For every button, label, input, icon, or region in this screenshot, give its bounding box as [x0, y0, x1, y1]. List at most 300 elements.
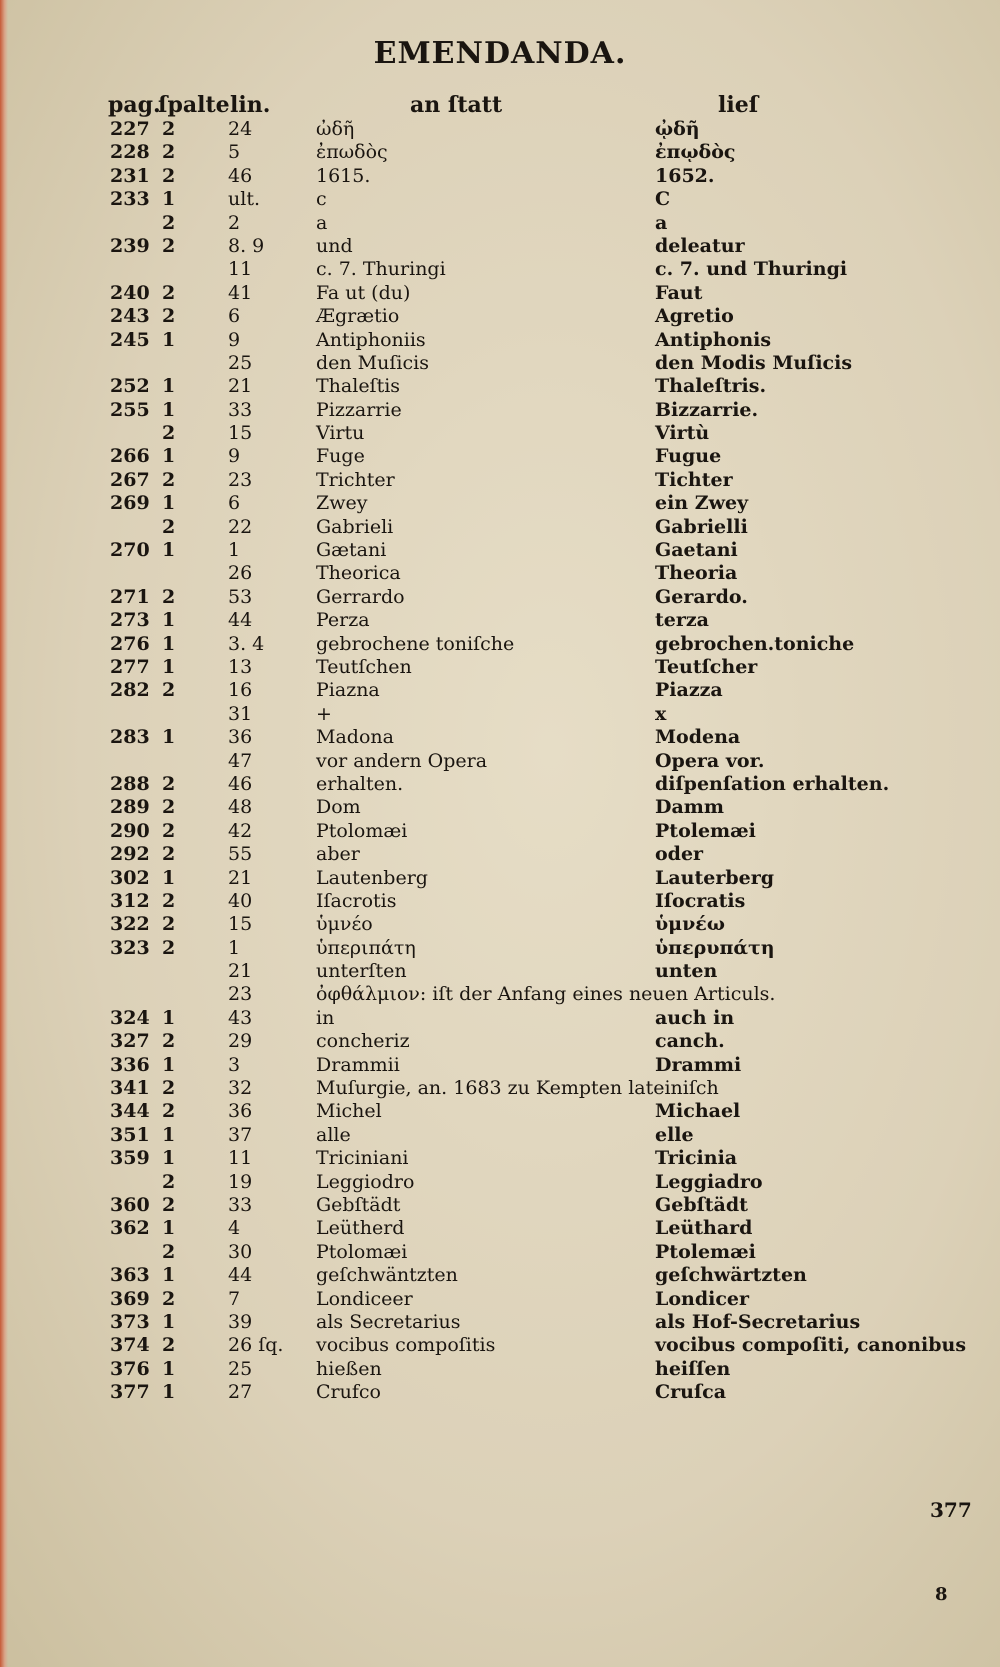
errata-row [0, 1311, 1000, 1334]
row-instead: Leütherd [316, 1217, 405, 1240]
row-column: 2 [162, 585, 176, 608]
row-column: 1 [162, 1217, 176, 1240]
row-page: 324 [110, 1006, 150, 1029]
row-read: oder [655, 843, 704, 866]
errata-row [0, 983, 1000, 1006]
errata-row [0, 1124, 1000, 1147]
row-instead: und [316, 234, 353, 257]
row-line: 4 [228, 1217, 241, 1240]
row-page: 267 [110, 468, 150, 491]
row-instead: Drammii [316, 1053, 400, 1076]
errata-row [0, 165, 1000, 188]
row-instead: in [316, 1006, 335, 1029]
row-column: 2 [162, 913, 176, 936]
row-line: 6 [228, 305, 241, 328]
row-instead: Theorica [316, 562, 401, 585]
row-column: 2 [162, 118, 176, 140]
row-column: 2 [162, 819, 176, 842]
row-column: 1 [162, 539, 176, 562]
errata-row [0, 399, 1000, 422]
row-read: Gaetani [655, 539, 738, 562]
row-instead: ὑπεριπάτη [316, 936, 416, 959]
row-instead: Ægrætio [316, 305, 400, 328]
row-instead: Crufco [316, 1381, 381, 1404]
row-instead: + [316, 702, 332, 725]
header-read: lieſ [718, 92, 759, 118]
row-instead: vor andern Opera [316, 749, 488, 772]
row-line: 55 [228, 843, 253, 866]
row-read: ὑμνέω [655, 913, 725, 936]
row-page: 363 [110, 1264, 150, 1287]
row-column: 1 [162, 375, 176, 398]
row-read: C [655, 188, 671, 211]
row-page: 273 [110, 609, 150, 632]
header-page: pag. [108, 92, 161, 118]
row-read: Gabrielli [655, 515, 748, 538]
errata-row [0, 867, 1000, 890]
row-page: 362 [110, 1217, 150, 1240]
row-instead: c [316, 188, 327, 211]
row-column: 2 [162, 1100, 176, 1123]
row-instead: 1615. [316, 164, 371, 187]
row-instead: a [316, 211, 328, 234]
row-read: Damm [655, 796, 724, 819]
errata-row [0, 562, 1000, 585]
row-instead: Zwey [316, 492, 368, 515]
row-read: Tricinia [655, 1147, 738, 1170]
row-column: 2 [162, 281, 176, 304]
row-line: 3. 4 [228, 632, 265, 655]
row-instead: gebrochene toniſche [316, 632, 515, 655]
errata-row [0, 633, 1000, 656]
errata-row [0, 1288, 1000, 1311]
errata-row [0, 703, 1000, 726]
row-column: 2 [162, 772, 176, 795]
row-line: 13 [228, 655, 253, 678]
errata-row [0, 492, 1000, 515]
row-read: diſpenſation erhalten. [655, 772, 890, 795]
row-page: 377 [110, 1381, 150, 1404]
row-page: 292 [110, 843, 150, 866]
row-page: 290 [110, 819, 150, 842]
row-line: 36 [228, 1100, 253, 1123]
row-column: 2 [162, 843, 176, 866]
row-line: 1 [228, 936, 241, 959]
row-page: 266 [110, 445, 150, 468]
row-page: 360 [110, 1193, 150, 1216]
row-instead: concheriz [316, 1030, 410, 1053]
row-page: 376 [110, 1357, 150, 1380]
row-read: Piazza [655, 679, 723, 702]
row-instead: Ptolomæi [316, 819, 408, 842]
row-read: Faut [655, 281, 703, 304]
row-instead: hießen [316, 1357, 382, 1380]
row-read: Cruſca [655, 1381, 726, 1404]
row-line: 21 [228, 375, 253, 398]
row-line: 40 [228, 889, 253, 912]
row-line: 15 [228, 422, 253, 445]
row-instead: Antiphoniis [316, 328, 426, 351]
row-page: 277 [110, 655, 150, 678]
row-instead: c. 7. Thuringi [316, 258, 446, 281]
errata-row [0, 1334, 1000, 1357]
row-note: ὀφθάλμιον: iſt der Anfang eines neuen Articuls. [316, 983, 776, 1006]
errata-row [0, 445, 1000, 468]
row-page: 269 [110, 492, 150, 515]
row-read: Ptolemæi [655, 1240, 756, 1263]
errata-row [0, 679, 1000, 702]
row-read: auch in [655, 1006, 735, 1029]
row-page: 282 [110, 679, 150, 702]
row-page: 312 [110, 889, 150, 912]
row-instead: Dom [316, 796, 361, 819]
errata-row [0, 375, 1000, 398]
row-read: Thaleſtris. [655, 375, 767, 398]
errata-row [0, 937, 1000, 960]
row-column: 2 [162, 141, 176, 164]
errata-row [0, 1100, 1000, 1123]
row-read: Gebſtädt [655, 1193, 748, 1216]
row-instead: Fa ut (du) [316, 281, 411, 304]
row-page: 323 [110, 936, 150, 959]
row-page: 233 [110, 188, 150, 211]
row-page: 289 [110, 796, 150, 819]
errata-row [0, 1241, 1000, 1264]
row-page: 344 [110, 1100, 150, 1123]
row-instead: Michel [316, 1100, 382, 1123]
row-page: 252 [110, 375, 150, 398]
row-read: 1652. [655, 164, 715, 187]
errata-row [0, 305, 1000, 328]
row-read: Opera vor. [655, 749, 765, 772]
row-page: 369 [110, 1287, 150, 1310]
errata-row [0, 329, 1000, 352]
row-read: ἐπῳδὸς [655, 141, 736, 164]
row-line: 15 [228, 913, 253, 936]
row-column: 1 [162, 1357, 176, 1380]
row-page: 373 [110, 1310, 150, 1333]
row-page: 288 [110, 772, 150, 795]
row-read: Teutſcher [655, 655, 758, 678]
errata-row [0, 469, 1000, 492]
row-line: 32 [228, 1077, 253, 1100]
row-read: Leggiadro [655, 1170, 763, 1193]
row-read: c. 7. und Thuringi [655, 258, 848, 281]
errata-row [0, 188, 1000, 211]
signature-mark: 8 [935, 1584, 948, 1605]
row-read: elle [655, 1123, 694, 1146]
errata-row [0, 352, 1000, 375]
row-line: 37 [228, 1123, 253, 1146]
row-column: 2 [162, 515, 176, 538]
row-read: Tichter [655, 468, 733, 491]
row-read: a [655, 211, 668, 234]
errata-row [0, 890, 1000, 913]
row-instead: ὠδῆ [316, 118, 355, 140]
errata-row [0, 586, 1000, 609]
row-line: 31 [228, 702, 253, 725]
row-column: 1 [162, 866, 176, 889]
row-read: canch. [655, 1030, 725, 1053]
row-instead: Piazna [316, 679, 380, 702]
row-read: Agretio [655, 305, 734, 328]
row-line: 29 [228, 1030, 253, 1053]
row-instead: Triciniani [316, 1147, 409, 1170]
row-instead: Londiceer [316, 1287, 413, 1310]
row-line: 46 [228, 164, 253, 187]
row-read: x [655, 702, 667, 725]
row-column: 2 [162, 936, 176, 959]
errata-row [0, 773, 1000, 796]
row-column: 1 [162, 1053, 176, 1076]
row-column: 1 [162, 398, 176, 421]
row-page: 341 [110, 1077, 150, 1100]
errata-row [0, 1217, 1000, 1240]
row-page: 255 [110, 398, 150, 421]
row-instead: vocibus compoſitis [316, 1334, 496, 1357]
row-instead: Teutſchen [316, 655, 412, 678]
header-column: ſpalte [158, 92, 230, 118]
row-instead: Trichter [316, 468, 395, 491]
errata-row [0, 516, 1000, 539]
row-instead: Leggiodro [316, 1170, 415, 1193]
row-read: den Modis Muſicis [655, 351, 853, 374]
errata-row [0, 1194, 1000, 1217]
row-instead: Fuge [316, 445, 365, 468]
row-instead: Gabrieli [316, 515, 394, 538]
errata-row [0, 539, 1000, 562]
errata-row [0, 118, 1000, 141]
row-read: Antiphonis [655, 328, 772, 351]
row-line: 44 [228, 609, 253, 632]
row-line: 36 [228, 726, 253, 749]
row-read: Iſocratis [655, 889, 746, 912]
errata-row [0, 235, 1000, 258]
row-instead: Perza [316, 609, 370, 632]
errata-row [0, 1381, 1000, 1404]
row-read: ᾠδῆ [655, 118, 700, 140]
row-read: ein Zwey [655, 492, 749, 515]
row-instead: erhalten. [316, 772, 404, 795]
row-line: 9 [228, 328, 241, 351]
row-line: 33 [228, 1193, 253, 1216]
errata-row [0, 1171, 1000, 1194]
header-instead: an ſtatt [410, 92, 503, 118]
row-line: 22 [228, 515, 253, 538]
row-line: 21 [228, 960, 253, 983]
row-column: 1 [162, 726, 176, 749]
row-column: 2 [162, 211, 176, 234]
row-line: ult. [228, 188, 260, 211]
errata-table [0, 118, 1000, 1404]
errata-row [0, 609, 1000, 632]
row-line: 30 [228, 1240, 253, 1263]
row-line: 2 [228, 211, 241, 234]
row-line: 33 [228, 398, 253, 421]
errata-row [0, 141, 1000, 164]
errata-row [0, 1077, 1000, 1100]
row-page: 351 [110, 1123, 150, 1146]
row-read: Virtù [655, 422, 710, 445]
row-instead: alle [316, 1123, 351, 1146]
errata-row [0, 212, 1000, 235]
row-read: terza [655, 609, 709, 632]
row-instead: als Secretarius [316, 1310, 461, 1333]
row-column: 1 [162, 655, 176, 678]
row-column: 1 [162, 632, 176, 655]
errata-row [0, 843, 1000, 866]
row-instead: ὑμνέο [316, 913, 373, 936]
row-read: Fugue [655, 445, 722, 468]
row-read: Modena [655, 726, 741, 749]
row-instead: Iſacrotis [316, 889, 397, 912]
row-line: 3 [228, 1053, 241, 1076]
row-column: 1 [162, 492, 176, 515]
row-column: 2 [162, 422, 176, 445]
errata-row [0, 960, 1000, 983]
row-column: 1 [162, 1381, 176, 1404]
row-page: 322 [110, 913, 150, 936]
row-page: 243 [110, 305, 150, 328]
row-page: 228 [110, 141, 150, 164]
row-line: 44 [228, 1264, 253, 1287]
errata-row [0, 913, 1000, 936]
row-instead: Virtu [316, 422, 365, 445]
row-column: 2 [162, 1193, 176, 1216]
errata-row [0, 796, 1000, 819]
row-column: 2 [162, 1077, 176, 1100]
row-column: 2 [162, 468, 176, 491]
row-page: 283 [110, 726, 150, 749]
errata-row [0, 1007, 1000, 1030]
row-instead: Madona [316, 726, 394, 749]
row-column: 2 [162, 1170, 176, 1193]
row-column: 1 [162, 445, 176, 468]
row-instead: Ptolomæi [316, 1240, 408, 1263]
row-note: Muſurgie, an. 1683 zu Kempten lateiniſch [316, 1077, 719, 1100]
row-column: 2 [162, 164, 176, 187]
row-read: Londicer [655, 1287, 750, 1310]
row-instead: Thaleſtis [316, 375, 401, 398]
row-column: 2 [162, 234, 176, 257]
row-instead: Gebſtädt [316, 1193, 401, 1216]
errata-row [0, 422, 1000, 445]
page-number: 377 [930, 1498, 972, 1522]
row-column: 1 [162, 1264, 176, 1287]
row-read: vocibus compoſiti, canonibus [655, 1334, 967, 1357]
row-instead: Lautenberg [316, 866, 428, 889]
row-read: deleatur [655, 234, 745, 257]
row-page: 270 [110, 539, 150, 562]
errata-row [0, 820, 1000, 843]
row-column: 1 [162, 1006, 176, 1029]
errata-row [0, 1030, 1000, 1053]
row-column: 2 [162, 796, 176, 819]
row-line: 26 ſq. [228, 1334, 284, 1357]
errata-row [0, 282, 1000, 305]
row-instead: ἐπωδὸς [316, 141, 388, 164]
row-instead: unterſten [316, 960, 407, 983]
row-instead: Gerrardo [316, 585, 405, 608]
errata-row [0, 258, 1000, 281]
row-page: 336 [110, 1053, 150, 1076]
row-line: 43 [228, 1006, 253, 1029]
row-line: 19 [228, 1170, 253, 1193]
row-page: 374 [110, 1334, 150, 1357]
row-page: 245 [110, 328, 150, 351]
row-line: 9 [228, 445, 241, 468]
row-line: 21 [228, 866, 253, 889]
row-line: 25 [228, 351, 253, 374]
row-page: 302 [110, 866, 150, 889]
row-read: Theoria [655, 562, 738, 585]
row-read: heiſſen [655, 1357, 731, 1380]
errata-row [0, 1054, 1000, 1077]
row-page: 239 [110, 234, 150, 257]
row-read: Michael [655, 1100, 741, 1123]
row-read: Ptolemæi [655, 819, 756, 842]
row-page: 276 [110, 632, 150, 655]
row-instead: Pizzarrie [316, 398, 402, 421]
row-column: 2 [162, 1030, 176, 1053]
errata-row [0, 1147, 1000, 1170]
errata-row [0, 750, 1000, 773]
row-instead: geſchwäntzten [316, 1264, 458, 1287]
row-line: 27 [228, 1381, 253, 1404]
row-line: 41 [228, 281, 253, 304]
row-read: Leüthard [655, 1217, 753, 1240]
row-read: geſchwärtzten [655, 1264, 807, 1287]
row-read: ὑπερυπάτη [655, 936, 775, 959]
row-read: Lauterberg [655, 866, 775, 889]
row-instead: aber [316, 843, 360, 866]
row-read: Gerardo. [655, 585, 748, 608]
row-line: 42 [228, 819, 253, 842]
row-read: unten [655, 960, 718, 983]
row-line: 39 [228, 1310, 253, 1333]
page-title: EMENDANDA. [373, 36, 627, 71]
row-column: 1 [162, 1123, 176, 1146]
row-line: 6 [228, 492, 241, 515]
row-line: 46 [228, 772, 253, 795]
row-column: 2 [162, 305, 176, 328]
row-column: 2 [162, 679, 176, 702]
row-line: 7 [228, 1287, 241, 1310]
row-column: 2 [162, 1240, 176, 1263]
row-page: 359 [110, 1147, 150, 1170]
row-column: 2 [162, 889, 176, 912]
row-column: 1 [162, 609, 176, 632]
row-column: 2 [162, 1287, 176, 1310]
row-line: 25 [228, 1357, 253, 1380]
row-line: 23 [228, 983, 253, 1006]
row-line: 24 [228, 118, 253, 140]
row-line: 48 [228, 796, 253, 819]
row-page: 227 [110, 118, 150, 140]
row-column: 1 [162, 328, 176, 351]
row-line: 8. 9 [228, 234, 265, 257]
row-column: 1 [162, 1147, 176, 1170]
row-read: Bizzarrie. [655, 398, 759, 421]
row-line: 1 [228, 539, 241, 562]
row-column: 1 [162, 188, 176, 211]
errata-row [0, 726, 1000, 749]
row-read: als Hof-Secretarius [655, 1310, 861, 1333]
row-page: 271 [110, 585, 150, 608]
errata-row [0, 1358, 1000, 1381]
row-page: 327 [110, 1030, 150, 1053]
row-line: 26 [228, 562, 253, 585]
